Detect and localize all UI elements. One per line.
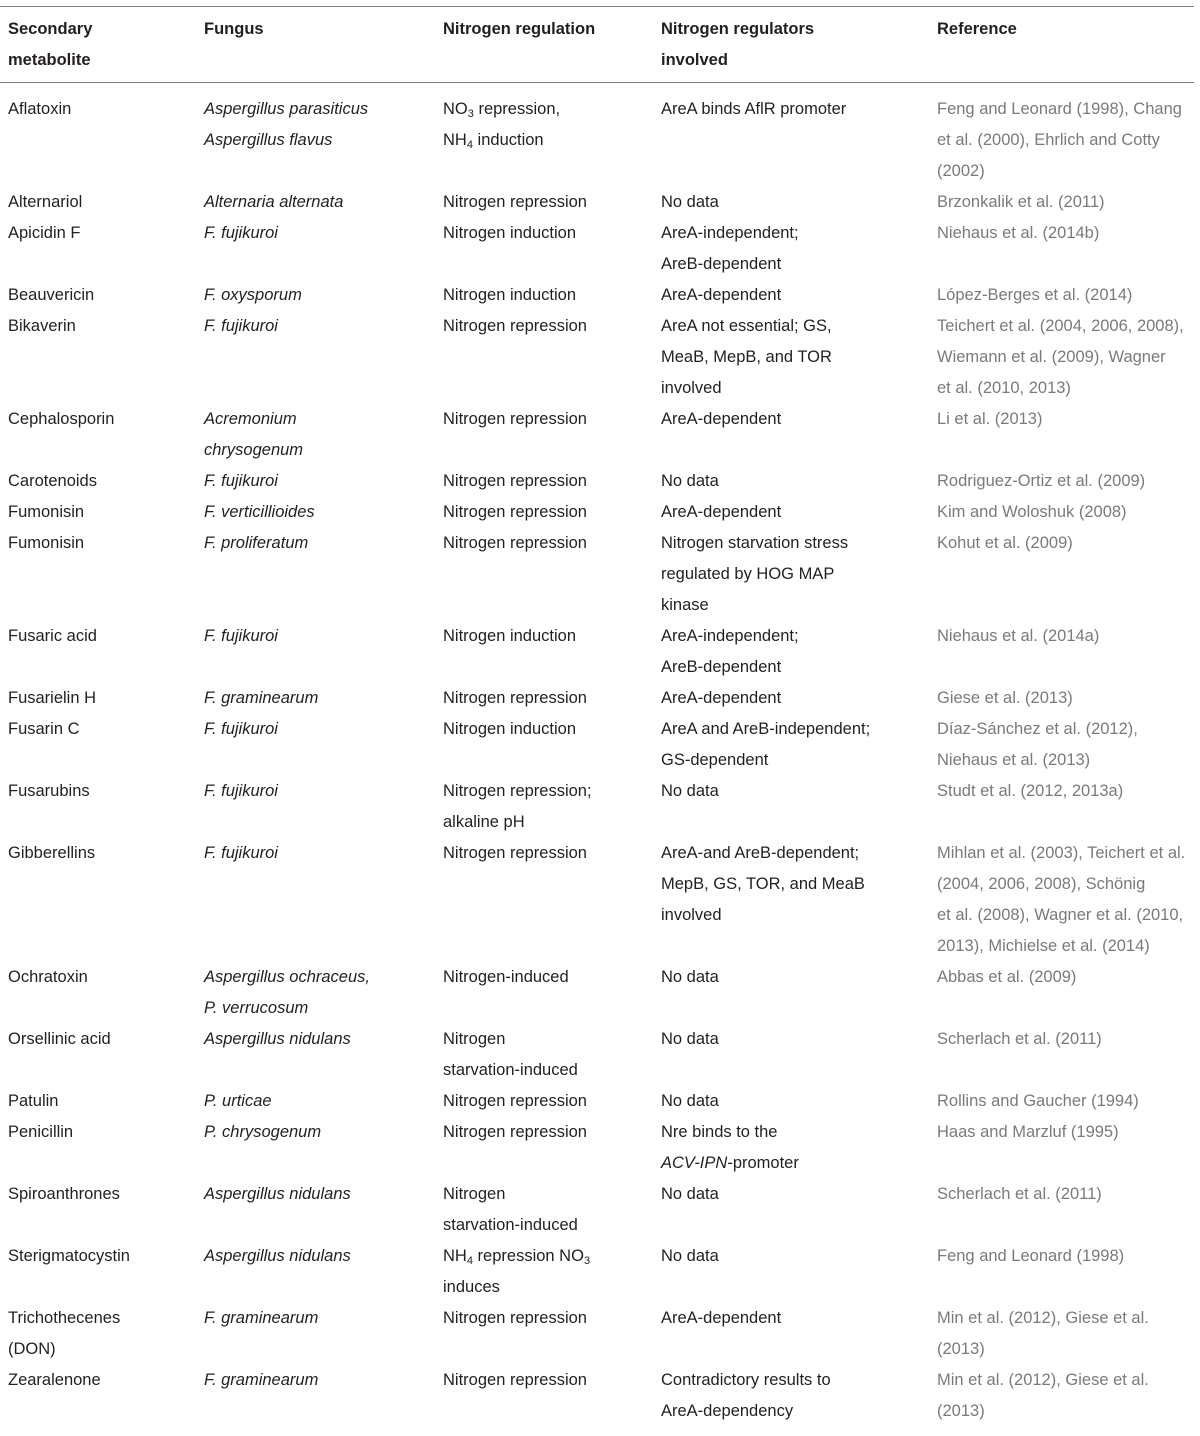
cell-metabolite bbox=[8, 1241, 130, 1272]
header-bottom-rule bbox=[0, 82, 1194, 83]
cell-line: F. verticillioides bbox=[204, 503, 315, 521]
cell-line: Beauvericin bbox=[8, 286, 95, 304]
cell-regulation bbox=[443, 683, 587, 714]
cell-fungus bbox=[204, 683, 318, 714]
cell-line: induces bbox=[443, 1278, 500, 1296]
cell-line: AreA-dependency bbox=[661, 1402, 794, 1420]
cell-line: et al. (2010, 2013) bbox=[937, 379, 1071, 397]
header-line: involved bbox=[661, 51, 728, 69]
cell-reference bbox=[937, 466, 1145, 497]
cell-metabolite bbox=[8, 776, 90, 807]
cell-regulation bbox=[443, 497, 587, 528]
cell-fungus bbox=[204, 1179, 351, 1210]
cell-regulators bbox=[661, 1024, 719, 1055]
cell-reference bbox=[937, 311, 1184, 404]
cell-line: Mihlan et al. (2003), Teichert et al. bbox=[937, 844, 1186, 862]
cell-metabolite bbox=[8, 187, 82, 218]
cell-metabolite bbox=[8, 1086, 58, 1117]
cell-line: Apicidin F bbox=[8, 224, 81, 242]
cell-line: Fusarielin H bbox=[8, 689, 97, 707]
cell-reference bbox=[937, 497, 1127, 528]
cell-regulation bbox=[443, 1365, 587, 1396]
header-reference bbox=[937, 14, 1017, 45]
cell-reference bbox=[937, 404, 1042, 435]
cell-line: F. graminearum bbox=[204, 1309, 319, 1327]
cell-line: F. oxysporum bbox=[204, 286, 302, 304]
cell-line: Niehaus et al. (2013) bbox=[937, 751, 1091, 769]
cell-line: Nitrogen bbox=[443, 1185, 506, 1203]
cell-line: Haas and Marzluf (1995) bbox=[937, 1123, 1119, 1141]
header-line: Fungus bbox=[204, 20, 264, 38]
cell-line: Aspergillus nidulans bbox=[204, 1185, 351, 1203]
cell-reference bbox=[937, 280, 1132, 311]
cell-line bbox=[443, 1241, 590, 1272]
cell-regulators bbox=[661, 1365, 831, 1427]
cell-line: F. fujikuroi bbox=[204, 224, 278, 242]
cell-line: (2002) bbox=[937, 162, 985, 180]
cell-line: Nitrogen starvation stress bbox=[661, 534, 849, 552]
cell-reference bbox=[937, 683, 1073, 714]
cell-fungus bbox=[204, 621, 278, 652]
cell-line: AreB-dependent bbox=[661, 658, 782, 676]
cell-fungus bbox=[204, 94, 368, 156]
cell-line: Fumonisin bbox=[8, 534, 85, 552]
cell-line: No data bbox=[661, 782, 719, 800]
cell-line: Min et al. (2012), Giese et al. bbox=[937, 1371, 1149, 1389]
cell-line: AreA-independent; bbox=[661, 224, 799, 242]
cell-fungus bbox=[204, 404, 303, 466]
cell-line: López-Berges et al. (2014) bbox=[937, 286, 1133, 304]
text-run: NO bbox=[443, 100, 468, 118]
cell-line: F. proliferatum bbox=[204, 534, 309, 552]
cell-metabolite bbox=[8, 466, 97, 497]
cell-metabolite bbox=[8, 1117, 73, 1148]
cell-line: Aspergillus nidulans bbox=[204, 1030, 351, 1048]
cell-line: Zearalenone bbox=[8, 1371, 101, 1389]
cell-line: F. fujikuroi bbox=[204, 627, 278, 645]
table-top-rule bbox=[0, 6, 1194, 7]
cell-line: AreA-dependent bbox=[661, 286, 782, 304]
cell-line: Brzonkalik et al. (2011) bbox=[937, 193, 1105, 211]
cell-line: Nitrogen repression; bbox=[443, 782, 592, 800]
cell-line: Nitrogen repression bbox=[443, 472, 587, 490]
cell-regulation bbox=[443, 404, 587, 435]
cell-line: Nitrogen induction bbox=[443, 224, 576, 242]
cell-line: regulated by HOG MAP bbox=[661, 565, 835, 583]
cell-line: (2013) bbox=[937, 1340, 985, 1358]
cell-line: Aspergillus flavus bbox=[204, 131, 333, 149]
cell-line: No data bbox=[661, 472, 719, 490]
cell-line: GS-dependent bbox=[661, 751, 769, 769]
cell-fungus bbox=[204, 1303, 318, 1334]
cell-line: MepB, GS, TOR, and MeaB bbox=[661, 875, 865, 893]
cell-fungus bbox=[204, 280, 302, 311]
cell-line: Aflatoxin bbox=[8, 100, 72, 118]
cell-line: Cephalosporin bbox=[8, 410, 115, 428]
cell-regulators bbox=[661, 1241, 719, 1272]
cell-regulation bbox=[443, 218, 576, 249]
cell-regulation bbox=[443, 311, 587, 342]
cell-regulation bbox=[443, 1024, 578, 1086]
cell-reference bbox=[937, 1117, 1119, 1148]
cell-line: Trichothecenes bbox=[8, 1309, 121, 1327]
text-run: repression NO bbox=[472, 1247, 584, 1265]
cell-line: Aspergillus ochraceus, bbox=[204, 968, 370, 986]
cell-line: Nitrogen bbox=[443, 1030, 506, 1048]
header-line: Secondary bbox=[8, 20, 93, 38]
cell-line: Orsellinic acid bbox=[8, 1030, 111, 1048]
text-run: NH bbox=[443, 131, 467, 149]
cell-regulators bbox=[661, 404, 781, 435]
cell-regulators bbox=[661, 1303, 781, 1334]
cell-line: Gibberellins bbox=[8, 844, 96, 862]
cell-reference bbox=[937, 621, 1099, 652]
cell-line: AreA-and AreB-dependent; bbox=[661, 844, 860, 862]
cell-reference bbox=[937, 528, 1073, 559]
cell-regulation bbox=[443, 187, 587, 218]
cell-line: Giese et al. (2013) bbox=[937, 689, 1073, 707]
cell-line: involved bbox=[661, 906, 722, 924]
subscript: 3 bbox=[467, 108, 474, 120]
cell-line: AreA and AreB-independent; bbox=[661, 720, 871, 738]
cell-fungus bbox=[204, 1086, 272, 1117]
cell-line: Sterigmatocystin bbox=[8, 1247, 130, 1265]
cell-line: Nitrogen repression bbox=[443, 534, 587, 552]
header-regulation bbox=[443, 14, 595, 45]
cell-line: Nitrogen repression bbox=[443, 503, 587, 521]
cell-line: Wiemann et al. (2009), Wagner bbox=[937, 348, 1166, 366]
cell-regulation bbox=[443, 838, 587, 869]
cell-regulation bbox=[443, 1303, 587, 1334]
cell-metabolite bbox=[8, 1303, 120, 1365]
cell-line: AreA not essential; GS, bbox=[661, 317, 832, 335]
header-line: Reference bbox=[937, 20, 1017, 38]
cell-fungus bbox=[204, 962, 370, 1024]
cell-reference bbox=[937, 962, 1076, 993]
cell-regulators bbox=[661, 621, 799, 683]
cell-line: No data bbox=[661, 193, 719, 211]
cell-line: AreA-dependent bbox=[661, 689, 782, 707]
cell-metabolite bbox=[8, 621, 97, 652]
cell-metabolite bbox=[8, 714, 80, 745]
text-run: repression, bbox=[473, 100, 561, 118]
text-run: induction bbox=[472, 131, 544, 149]
cell-line: Fumonisin bbox=[8, 503, 85, 521]
text-run: NH bbox=[443, 1247, 467, 1265]
cell-line: Fusarubins bbox=[8, 782, 90, 800]
cell-regulation bbox=[443, 1117, 587, 1148]
cell-regulators bbox=[661, 962, 719, 993]
cell-line: Feng and Leonard (1998), Chang bbox=[937, 100, 1182, 118]
cell-line bbox=[443, 94, 560, 125]
cell-metabolite bbox=[8, 528, 84, 559]
cell-line: Spiroanthrones bbox=[8, 1185, 120, 1203]
cell-line: Scherlach et al. (2011) bbox=[937, 1030, 1102, 1048]
cell-line: (2004, 2006, 2008), Schönig bbox=[937, 875, 1146, 893]
cell-fungus bbox=[204, 714, 278, 745]
cell-reference bbox=[937, 1086, 1139, 1117]
cell-line: Nre binds to the bbox=[661, 1123, 778, 1141]
cell-line: Kohut et al. (2009) bbox=[937, 534, 1073, 552]
cell-reference bbox=[937, 1303, 1149, 1365]
cell-line: Fusaric acid bbox=[8, 627, 97, 645]
cell-regulation bbox=[443, 280, 576, 311]
cell-regulation bbox=[443, 714, 576, 745]
cell-line: chrysogenum bbox=[204, 441, 304, 459]
cell-fungus bbox=[204, 1365, 318, 1396]
cell-line: Nitrogen repression bbox=[443, 193, 587, 211]
cell-line: Bikaverin bbox=[8, 317, 76, 335]
cell-reference bbox=[937, 838, 1185, 962]
cell-fungus bbox=[204, 187, 343, 218]
cell-line: alkaline pH bbox=[443, 813, 525, 831]
cell-regulators bbox=[661, 466, 719, 497]
cell-line: No data bbox=[661, 1185, 719, 1203]
cell-line: et al. (2008), Wagner et al. (2010, bbox=[937, 906, 1184, 924]
cell-metabolite bbox=[8, 311, 76, 342]
cell-reference bbox=[937, 776, 1123, 807]
cell-reference bbox=[937, 714, 1138, 776]
cell-line: Teichert et al. (2004, 2006, 2008), bbox=[937, 317, 1184, 335]
header-metabolite bbox=[8, 14, 92, 76]
cell-regulators bbox=[661, 528, 848, 621]
cell-line: F. graminearum bbox=[204, 1371, 319, 1389]
header-regulators bbox=[661, 14, 814, 76]
cell-fungus bbox=[204, 1024, 351, 1055]
cell-metabolite bbox=[8, 683, 96, 714]
cell-line: Ochratoxin bbox=[8, 968, 88, 986]
header-fungus bbox=[204, 14, 264, 45]
cell-line: Nitrogen repression bbox=[443, 410, 587, 428]
cell-metabolite bbox=[8, 962, 88, 993]
cell-line: Studt et al. (2012, 2013a) bbox=[937, 782, 1124, 800]
cell-line: Scherlach et al. (2011) bbox=[937, 1185, 1102, 1203]
cell-line: AreB-dependent bbox=[661, 255, 782, 273]
cell-regulators bbox=[661, 683, 781, 714]
cell-metabolite bbox=[8, 404, 114, 435]
cell-line: F. fujikuroi bbox=[204, 844, 278, 862]
cell-line: No data bbox=[661, 968, 719, 986]
cell-line: Nitrogen repression bbox=[443, 1092, 587, 1110]
cell-regulation bbox=[443, 1179, 578, 1241]
cell-line: Patulin bbox=[8, 1092, 59, 1110]
cell-line: Nitrogen repression bbox=[443, 689, 587, 707]
cell-reference bbox=[937, 1179, 1102, 1210]
cell-line: Nitrogen repression bbox=[443, 1371, 587, 1389]
cell-line: Nitrogen induction bbox=[443, 720, 576, 738]
cell-reference bbox=[937, 1024, 1102, 1055]
cell-regulators bbox=[661, 776, 719, 807]
text-run: -promoter bbox=[727, 1154, 799, 1172]
cell-regulators bbox=[661, 187, 719, 218]
subscript: 4 bbox=[466, 1255, 473, 1267]
cell-line: Niehaus et al. (2014a) bbox=[937, 627, 1100, 645]
cell-fungus bbox=[204, 466, 278, 497]
cell-line: Aspergillus parasiticus bbox=[204, 100, 369, 118]
cell-line: MeaB, MepB, and TOR bbox=[661, 348, 832, 366]
cell-regulation bbox=[443, 776, 592, 838]
cell-reference bbox=[937, 187, 1105, 218]
cell-line: starvation-induced bbox=[443, 1061, 578, 1079]
cell-regulation bbox=[443, 1086, 587, 1117]
cell-line: P. chrysogenum bbox=[204, 1123, 322, 1141]
cell-line: AreA-dependent bbox=[661, 410, 782, 428]
cell-line: involved bbox=[661, 379, 722, 397]
cell-line: Nitrogen repression bbox=[443, 317, 587, 335]
cell-metabolite bbox=[8, 280, 94, 311]
cell-line: Díaz-Sánchez et al. (2012), bbox=[937, 720, 1138, 738]
cell-line: P. urticae bbox=[204, 1092, 272, 1110]
cell-line: Contradictory results to bbox=[661, 1371, 831, 1389]
text-run: ACV-IPN bbox=[661, 1154, 728, 1172]
cell-line: Fusarin C bbox=[8, 720, 80, 738]
cell-line: Min et al. (2012), Giese et al. bbox=[937, 1309, 1149, 1327]
cell-line: Nitrogen repression bbox=[443, 1309, 587, 1327]
cell-line: AreA-independent; bbox=[661, 627, 799, 645]
cell-line: F. fujikuroi bbox=[204, 317, 278, 335]
cell-line: Nitrogen repression bbox=[443, 1123, 587, 1141]
cell-regulators bbox=[661, 218, 799, 280]
cell-line: Rollins and Gaucher (1994) bbox=[937, 1092, 1139, 1110]
cell-line: et al. (2000), Ehrlich and Cotty bbox=[937, 131, 1160, 149]
cell-line: No data bbox=[661, 1030, 719, 1048]
cell-line: F. fujikuroi bbox=[204, 472, 278, 490]
subscript: 3 bbox=[583, 1255, 591, 1267]
cell-metabolite bbox=[8, 1024, 111, 1055]
cell-line: (2013) bbox=[937, 1402, 985, 1420]
cell-metabolite bbox=[8, 497, 84, 528]
cell-line: Nitrogen-induced bbox=[443, 968, 569, 986]
cell-line: kinase bbox=[661, 596, 709, 614]
cell-line: (DON) bbox=[8, 1340, 56, 1358]
cell-regulators bbox=[661, 1179, 719, 1210]
cell-line: Alternariol bbox=[8, 193, 83, 211]
cell-regulators bbox=[661, 1117, 799, 1179]
cell-fungus bbox=[204, 311, 278, 342]
cell-line: Aspergillus nidulans bbox=[204, 1247, 351, 1265]
cell-line bbox=[443, 125, 560, 156]
cell-reference bbox=[937, 1241, 1124, 1272]
cell-regulators bbox=[661, 714, 870, 776]
cell-regulators bbox=[661, 94, 846, 125]
cell-metabolite bbox=[8, 1179, 120, 1210]
cell-line: Abbas et al. (2009) bbox=[937, 968, 1077, 986]
cell-line: Kim and Woloshuk (2008) bbox=[937, 503, 1127, 521]
cell-line: Niehaus et al. (2014b) bbox=[937, 224, 1100, 242]
cell-regulation bbox=[443, 466, 587, 497]
cell-fungus bbox=[204, 776, 278, 807]
cell-regulators bbox=[661, 497, 781, 528]
cell-regulation bbox=[443, 1241, 590, 1303]
cell-line: Carotenoids bbox=[8, 472, 97, 490]
cell-line: Li et al. (2013) bbox=[937, 410, 1043, 428]
cell-line: F. graminearum bbox=[204, 689, 319, 707]
header-line: metabolite bbox=[8, 51, 91, 69]
cell-line: 2013), Michielse et al. (2014) bbox=[937, 937, 1150, 955]
cell-line: Acremonium bbox=[204, 410, 297, 428]
cell-line: Nitrogen induction bbox=[443, 627, 576, 645]
cell-fungus bbox=[204, 1117, 321, 1148]
cell-fungus bbox=[204, 528, 308, 559]
cell-regulators bbox=[661, 311, 832, 404]
cell-line: AreA binds AflR promoter bbox=[661, 100, 847, 118]
cell-line: Nitrogen induction bbox=[443, 286, 576, 304]
cell-regulation bbox=[443, 528, 587, 559]
cell-line: No data bbox=[661, 1092, 719, 1110]
cell-line: Alternaria alternata bbox=[204, 193, 344, 211]
cell-metabolite bbox=[8, 1365, 101, 1396]
cell-regulation bbox=[443, 94, 560, 156]
cell-fungus bbox=[204, 497, 315, 528]
cell-regulators bbox=[661, 1086, 719, 1117]
cell-fungus bbox=[204, 1241, 351, 1272]
cell-line: starvation-induced bbox=[443, 1216, 578, 1234]
cell-reference bbox=[937, 1365, 1149, 1427]
cell-line: F. fujikuroi bbox=[204, 720, 278, 738]
cell-line bbox=[661, 1148, 799, 1179]
cell-line: Nitrogen repression bbox=[443, 844, 587, 862]
cell-reference bbox=[937, 94, 1182, 187]
cell-reference bbox=[937, 218, 1099, 249]
header-line: Nitrogen regulators bbox=[661, 20, 815, 38]
cell-regulation bbox=[443, 962, 569, 993]
subscript: 4 bbox=[466, 139, 473, 151]
cell-line: Feng and Leonard (1998) bbox=[937, 1247, 1125, 1265]
cell-regulators bbox=[661, 280, 781, 311]
cell-line: AreA-dependent bbox=[661, 503, 782, 521]
cell-line: Rodriguez-Ortiz et al. (2009) bbox=[937, 472, 1146, 490]
cell-line: F. fujikuroi bbox=[204, 782, 278, 800]
cell-line: AreA-dependent bbox=[661, 1309, 782, 1327]
cell-fungus bbox=[204, 218, 278, 249]
cell-metabolite bbox=[8, 94, 71, 125]
cell-line: Penicillin bbox=[8, 1123, 74, 1141]
cell-metabolite bbox=[8, 218, 80, 249]
cell-line: P. verrucosum bbox=[204, 999, 309, 1017]
cell-regulators bbox=[661, 838, 865, 931]
cell-regulation bbox=[443, 621, 576, 652]
cell-metabolite bbox=[8, 838, 95, 869]
header-line: Nitrogen regulation bbox=[443, 20, 596, 38]
cell-line: No data bbox=[661, 1247, 719, 1265]
cell-fungus bbox=[204, 838, 278, 869]
